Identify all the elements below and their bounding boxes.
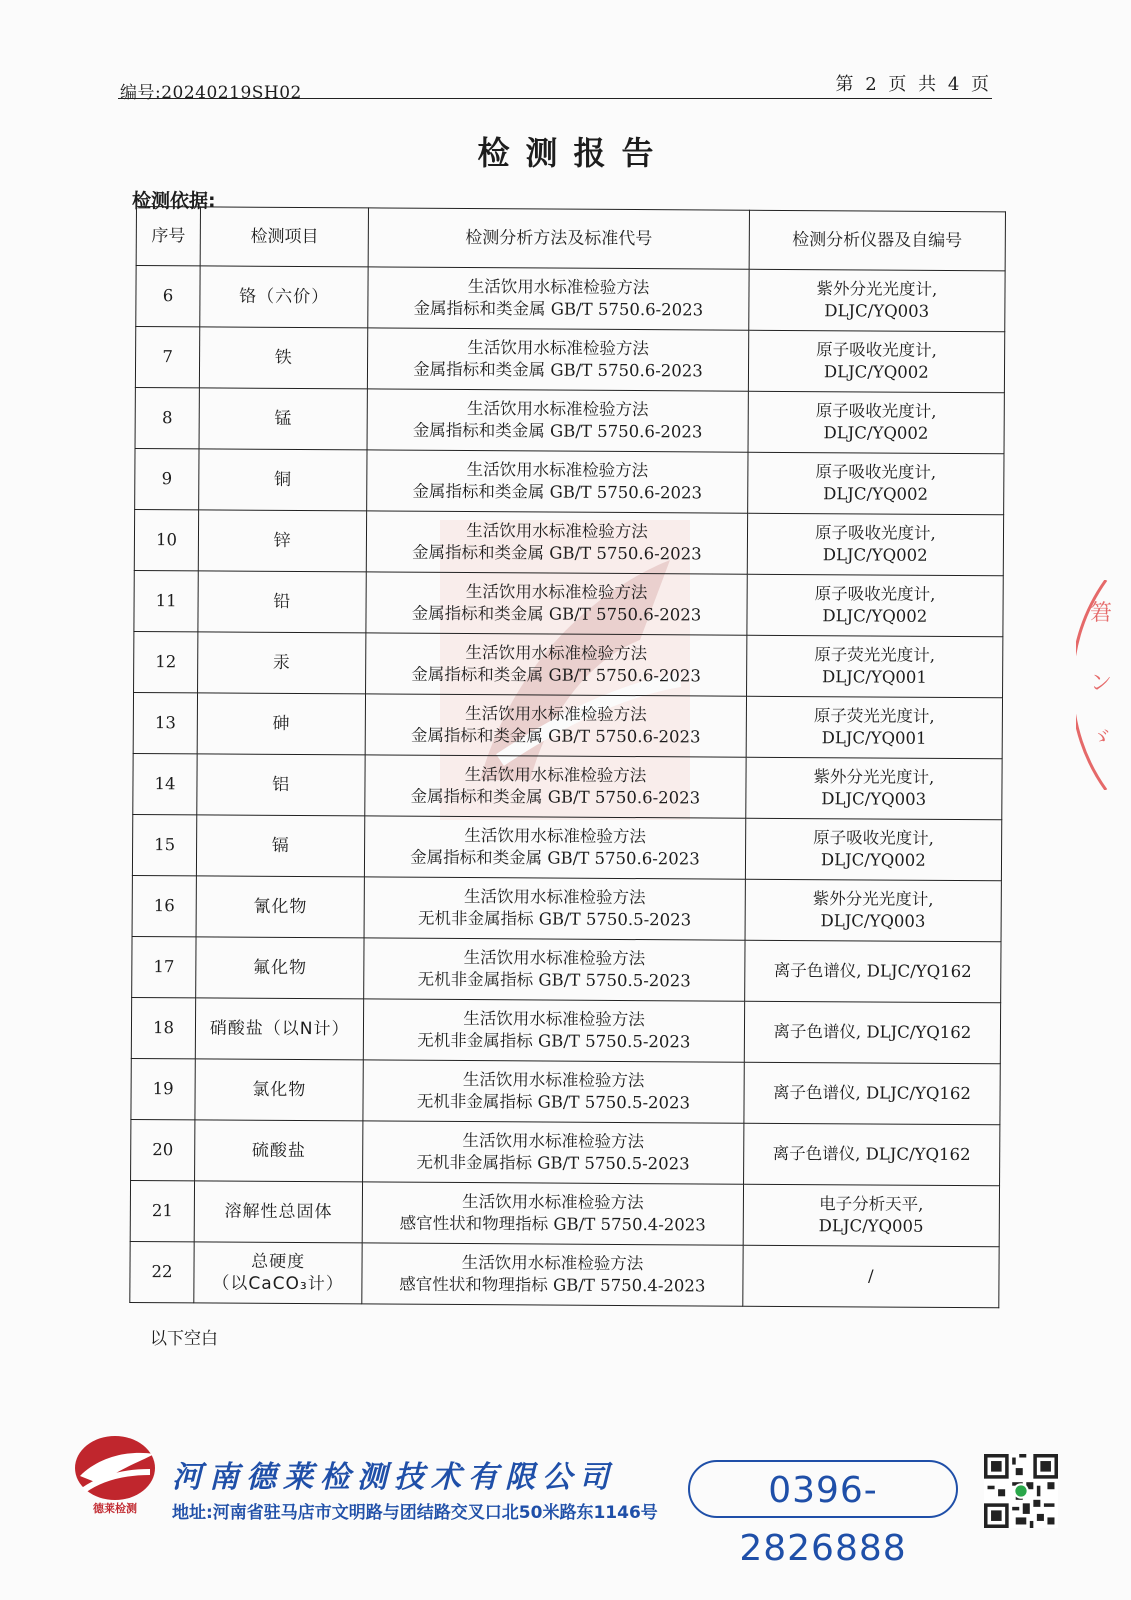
cell-no: 17 (132, 936, 196, 997)
cell-item: 氟化物 (196, 937, 365, 999)
instrument-line-2: DLJC/YQ003 (824, 301, 930, 321)
method-line-2: 感官性状和物理指标 GB/T 5750.4-2023 (399, 1213, 706, 1235)
cell-no: 15 (132, 814, 196, 875)
instrument-line-1: 紫外分光光度计, (813, 767, 935, 787)
cell-item: 溶解性总固体 (194, 1181, 363, 1243)
cell-instrument (744, 1001, 1001, 1064)
instrument-line-1: 紫外分光光度计, (816, 279, 938, 299)
col-header-instrument: 检测分析仪器及自编号 (749, 210, 1006, 271)
instrument-line-1: 离子色谱仪, DLJC/YQ162 (772, 1082, 971, 1104)
svg-text:ゞ: ゞ (1090, 726, 1113, 751)
table-row (131, 1058, 1000, 1124)
instrument-line-1: 离子色谱仪, DLJC/YQ162 (773, 960, 972, 982)
cell-item: 镉 (196, 815, 365, 877)
instrument-line-1: 原子吸收光度计, (815, 401, 937, 421)
cell-item: 铬（六价） (200, 266, 369, 328)
cell-instrument (745, 879, 1002, 942)
cell-instrument (745, 818, 1002, 881)
method-line-1: 生活饮用水标准检验方法 (464, 765, 647, 786)
method-line-1: 生活饮用水标准检验方法 (466, 460, 649, 481)
table-row (132, 875, 1001, 941)
cell-method (367, 450, 748, 513)
instrument-line-1: 离子色谱仪, DLJC/YQ162 (773, 1021, 972, 1043)
cell-instrument (746, 635, 1003, 698)
method-line-2: 金属指标和类金属 GB/T 5750.6-2023 (411, 664, 701, 686)
cell-method (367, 389, 748, 452)
report-number: 编号:20240219SH02 (120, 83, 302, 103)
method-line-2: 金属指标和类金属 GB/T 5750.6-2023 (412, 420, 703, 442)
table-body (130, 266, 1005, 1308)
instrument-line-2: DLJC/YQ003 (821, 789, 927, 809)
cell-method (366, 572, 747, 635)
cell-item: 锌 (198, 510, 367, 572)
cell-instrument (745, 757, 1002, 820)
method-line-1: 生活饮用水标准检验方法 (463, 1009, 645, 1030)
cell-method (365, 816, 746, 879)
method-line-2: 无机非金属指标 GB/T 5750.5-2023 (416, 1152, 690, 1174)
cell-item: 铜 (199, 449, 368, 511)
method-line-1: 生活饮用水标准检验方法 (462, 1070, 645, 1091)
method-line-2: 金属指标和类金属 GB/T 5750.6-2023 (410, 847, 700, 869)
cell-method (364, 999, 745, 1062)
cell-method (363, 1060, 744, 1123)
method-line-1: 生活饮用水标准检验方法 (462, 1192, 644, 1213)
method-line-1: 生活饮用水标准检验方法 (463, 948, 646, 969)
method-line-2: 无机非金属指标 GB/T 5750.5-2023 (416, 1091, 691, 1113)
page-info: 第 2 页 共 4 页 (835, 74, 989, 95)
svg-text:䇹: 䇹 (1090, 601, 1113, 626)
method-line-1: 生活饮用水标准检验方法 (465, 582, 648, 603)
method-line-2: 金属指标和类金属 GB/T 5750.6-2023 (410, 786, 701, 808)
cell-no: 14 (133, 753, 197, 814)
method-line-1: 生活饮用水标准检验方法 (466, 521, 648, 542)
method-line-1: 生活饮用水标准检验方法 (464, 826, 646, 847)
method-line-1: 生活饮用水标准检验方法 (467, 338, 649, 359)
instrument-line-1: 原子吸收光度计, (813, 828, 934, 848)
cell-instrument (747, 574, 1004, 637)
instrument-line-1: / (867, 1266, 874, 1286)
cell-item: 汞 (198, 632, 367, 694)
method-line-2: 无机非金属指标 GB/T 5750.5-2023 (417, 1030, 691, 1052)
cell-no: 18 (131, 997, 195, 1058)
cell-method (365, 694, 746, 757)
cell-no: 19 (131, 1058, 195, 1119)
cell-no: 20 (131, 1119, 195, 1180)
method-line-1: 生活饮用水标准检验方法 (467, 277, 650, 298)
cell-method (367, 511, 748, 574)
instrument-line-1: 电子分析天平, (819, 1194, 924, 1214)
cell-instrument (748, 391, 1005, 454)
table-row (130, 1241, 999, 1307)
table-row (131, 1119, 1000, 1185)
table-row (134, 570, 1003, 636)
cell-instrument (748, 330, 1005, 393)
cell-method (363, 1121, 744, 1184)
cell-instrument (748, 269, 1005, 332)
cell-item: 氰化物 (196, 876, 365, 938)
cell-instrument (743, 1123, 1000, 1186)
instrument-line-2: DLJC/YQ002 (823, 362, 929, 382)
instrument-line-1: 原子吸收光度计, (814, 523, 936, 543)
cell-no: 10 (134, 509, 198, 570)
cell-no: 6 (136, 266, 200, 327)
cell-method (362, 1182, 743, 1245)
cell-method (368, 267, 749, 330)
method-line-2: 金属指标和类金属 GB/T 5750.6-2023 (413, 359, 703, 381)
instrument-line-2: DLJC/YQ002 (820, 850, 926, 870)
cell-no: 22 (130, 1241, 194, 1302)
table-row (135, 448, 1004, 514)
cell-method (364, 877, 745, 940)
method-line-1: 生活饮用水标准检验方法 (465, 643, 648, 664)
cell-instrument (747, 452, 1004, 515)
cell-method (368, 328, 749, 391)
cell-no: 9 (135, 448, 199, 509)
instrument-line-1: 原子吸收光度计, (814, 584, 936, 604)
cell-item: 铝 (197, 754, 366, 816)
cell-no: 8 (135, 387, 199, 448)
company-name: 河南德莱检测技术有限公司 (172, 1460, 616, 1495)
svg-text:ン: ン (1090, 671, 1113, 696)
instrument-line-2: DLJC/YQ003 (820, 911, 926, 931)
table-header-row (136, 207, 1005, 271)
method-line-2: 金属指标和类金属 GB/T 5750.6-2023 (411, 542, 702, 564)
col-header-item: 检测项目 (200, 207, 369, 267)
seal-stamp-icon (1076, 580, 1116, 790)
cell-instrument (744, 940, 1001, 1003)
blank-note: 以下空白 (150, 1329, 218, 1349)
qr-code-icon (984, 1454, 1058, 1528)
cell-instrument (744, 1062, 1001, 1125)
cell-method (364, 938, 745, 1001)
cell-no: 16 (132, 875, 196, 936)
method-line-2: 感官性状和物理指标 GB/T 5750.4-2023 (399, 1274, 706, 1296)
instrument-line-1: 原子荧光光度计, (814, 645, 936, 665)
method-line-2: 金属指标和类金属 GB/T 5750.6-2023 (410, 725, 701, 747)
cell-no: 21 (130, 1180, 194, 1241)
method-line-1: 生活饮用水标准检验方法 (463, 887, 646, 908)
cell-instrument (742, 1245, 999, 1308)
instrument-line-2: DLJC/YQ002 (823, 484, 929, 504)
instrument-line-1: 原子吸收光度计, (815, 462, 937, 482)
cell-item: 锰 (199, 388, 368, 450)
table-row (135, 327, 1004, 393)
instrument-line-1: 原子吸收光度计, (816, 340, 937, 360)
instrument-line-2: DLJC/YQ002 (822, 545, 928, 565)
method-line-2: 无机非金属指标 GB/T 5750.5-2023 (417, 908, 692, 930)
instrument-line-2: DLJC/YQ001 (821, 728, 927, 748)
method-line-1: 生活饮用水标准检验方法 (466, 399, 649, 420)
cell-method (362, 1243, 743, 1306)
cell-item: 氯化物 (195, 1059, 364, 1121)
cell-item: 铁 (199, 327, 368, 389)
instrument-line-2: DLJC/YQ002 (823, 423, 929, 443)
header-rule (118, 98, 992, 99)
col-header-no: 序号 (136, 207, 200, 266)
instrument-line-2: DLJC/YQ002 (822, 606, 928, 626)
cell-item: 硝酸盐（以N计） (195, 998, 364, 1060)
cell-no: 13 (133, 692, 197, 753)
cell-no: 12 (134, 631, 198, 692)
table-row (133, 692, 1002, 758)
table-row (135, 387, 1004, 453)
method-line-2: 金属指标和类金属 GB/T 5750.6-2023 (413, 298, 704, 320)
table-row (132, 814, 1001, 880)
basis-label: 检测依据: (132, 190, 216, 212)
cell-instrument (743, 1184, 1000, 1247)
method-line-1: 生活饮用水标准检验方法 (465, 704, 647, 725)
basis-table-wrapper (129, 206, 1006, 1308)
cell-method (366, 633, 747, 696)
company-phone: 0396-2826888 (688, 1460, 958, 1518)
method-line-1: 生活饮用水标准检验方法 (461, 1253, 644, 1274)
page-title: 检测报告 (477, 134, 670, 172)
method-line-2: 金属指标和类金属 GB/T 5750.6-2023 (411, 603, 702, 625)
instrument-line-1: 原子荧光光度计, (813, 706, 935, 726)
method-line-2: 金属指标和类金属 GB/T 5750.6-2023 (412, 481, 703, 503)
cell-item: 铅 (198, 571, 367, 633)
basis-table (129, 206, 1006, 1308)
table-row (130, 1180, 999, 1246)
cell-no: 11 (134, 570, 198, 631)
method-line-1: 生活饮用水标准检验方法 (462, 1131, 645, 1152)
table-row (132, 936, 1001, 1002)
company-address: 地址:河南省驻马店市文明路与团结路交叉口北50米路东1146号 (172, 1503, 658, 1523)
cell-method (365, 755, 746, 818)
table-row (133, 753, 1002, 819)
instrument-line-2: DLJC/YQ001 (821, 667, 927, 687)
instrument-line-1: 离子色谱仪, DLJC/YQ162 (772, 1143, 971, 1165)
table-row (134, 631, 1003, 697)
table-row (136, 266, 1005, 332)
cell-instrument (747, 513, 1004, 576)
cell-item: 砷 (197, 693, 366, 755)
col-header-method: 检测分析方法及标准代号 (368, 208, 749, 269)
instrument-line-1: 紫外分光光度计, (812, 889, 934, 909)
cell-instrument (746, 696, 1003, 759)
cell-no: 7 (135, 327, 199, 388)
cell-item: 总硬度 （以CaCO₃计） (194, 1242, 363, 1304)
logo-caption: 德莱检测 (93, 1502, 137, 1515)
instrument-line-2: DLJC/YQ005 (818, 1216, 924, 1236)
table-row (134, 509, 1003, 575)
cell-item: 硫酸盐 (195, 1120, 364, 1182)
method-line-2: 无机非金属指标 GB/T 5750.5-2023 (417, 969, 691, 991)
table-row (131, 997, 1000, 1063)
